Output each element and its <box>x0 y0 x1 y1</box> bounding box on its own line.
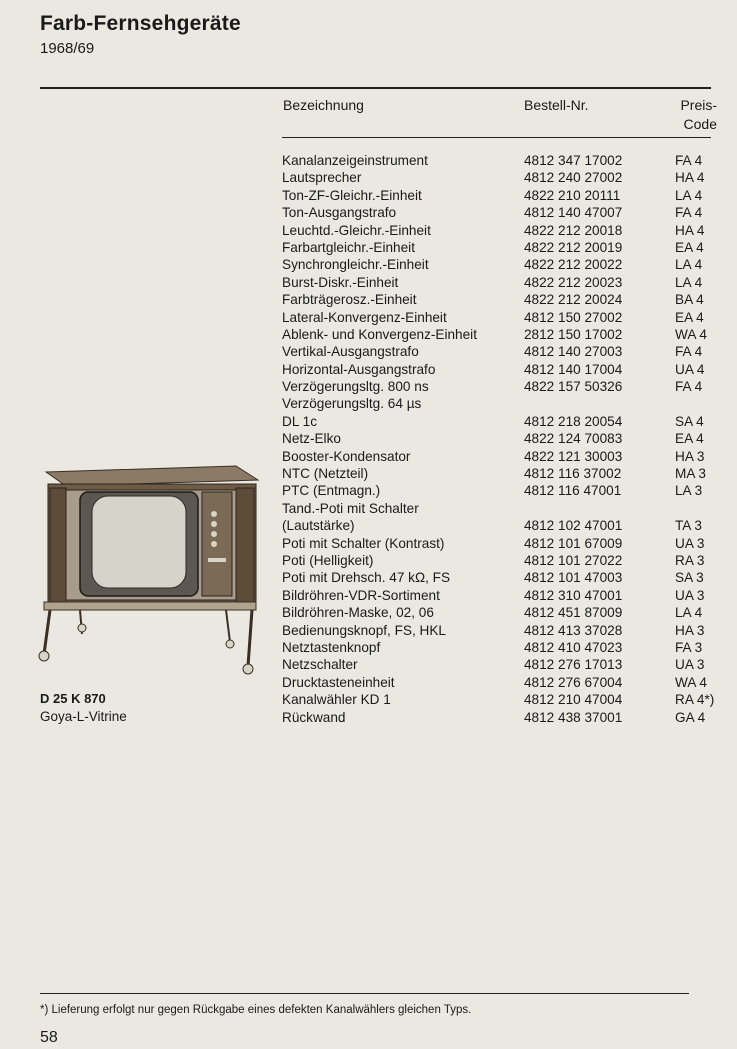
tv-illustration <box>36 462 260 690</box>
price-code: GA 4 <box>675 709 706 725</box>
table-row <box>282 587 722 604</box>
order-number: 4822 212 20022 <box>524 257 623 273</box>
order-number: 2812 150 17002 <box>524 326 623 342</box>
part-description: NTC (Netzteil) <box>282 466 369 482</box>
part-description: Tand.-Poti mit Schalter <box>282 500 419 516</box>
part-description: Burst-Diskr.-Einheit <box>282 274 399 290</box>
price-code: EA 4 <box>675 309 704 325</box>
table-row <box>282 535 722 552</box>
order-number: 4812 140 47007 <box>524 205 623 221</box>
order-number: 4812 438 37001 <box>524 709 623 725</box>
price-code: WA 4 <box>675 674 707 690</box>
part-description: Synchrongleichr.-Einheit <box>282 257 429 273</box>
table-row <box>282 639 722 656</box>
order-number: 4812 347 17002 <box>524 153 623 168</box>
order-number: 4812 101 47003 <box>524 570 623 586</box>
price-code: EA 4 <box>675 239 704 255</box>
order-number: 4812 101 27022 <box>524 552 623 568</box>
order-number: 4812 310 47001 <box>524 587 623 603</box>
price-code: FA 4 <box>675 344 703 360</box>
table-row <box>282 222 722 239</box>
part-description: Farbartgleichr.-Einheit <box>282 239 415 255</box>
part-description: Verzögerungsltg. 64 µs <box>282 396 422 412</box>
table-row <box>282 204 722 221</box>
order-number: 4822 212 20019 <box>524 239 623 255</box>
part-description: Rückwand <box>282 709 346 725</box>
table-row <box>282 413 722 430</box>
part-description: Poti mit Schalter (Kontrast) <box>282 535 445 551</box>
order-number: 4822 121 30003 <box>524 448 623 464</box>
price-code: LA 4 <box>675 187 703 203</box>
part-description: (Lautstärke) <box>282 518 355 534</box>
part-description: Netztastenknopf <box>282 639 381 655</box>
price-code: FA 4 <box>675 153 703 168</box>
page-subtitle-year: 1968/69 <box>40 40 95 57</box>
price-code: RA 4*) <box>675 692 715 708</box>
order-number: 4812 116 47001 <box>524 483 622 499</box>
order-number: 4812 210 47004 <box>524 692 623 708</box>
order-number: 4822 157 50326 <box>524 379 623 395</box>
top-rule <box>40 87 711 89</box>
footnote-rule <box>40 993 689 994</box>
table-row <box>282 395 722 412</box>
table-row <box>282 169 722 186</box>
table-row <box>282 256 722 273</box>
table-row <box>282 604 722 621</box>
part-description: Poti (Helligkeit) <box>282 552 374 568</box>
footnote: *) Lieferung erfolgt nur gegen Rückgabe eines defekten Kanalwählers gleichen Typs. <box>40 1004 472 1016</box>
table-row <box>282 361 722 378</box>
part-description: Netz-Elko <box>282 431 341 447</box>
part-description: Drucktasteneinheit <box>282 674 395 690</box>
parts-table <box>282 152 722 726</box>
table-row <box>282 152 722 169</box>
product-model: D 25 K 870 <box>40 691 106 706</box>
part-description: Vertikal-Ausgangstrafo <box>282 344 419 360</box>
order-number: 4812 140 27003 <box>524 344 623 360</box>
price-code: SA 4 <box>675 413 704 429</box>
price-code: EA 4 <box>675 431 704 447</box>
table-row <box>282 465 722 482</box>
price-code: LA 4 <box>675 257 703 273</box>
order-number: 4812 451 87009 <box>524 605 623 621</box>
part-description: Verzögerungsltg. 800 ns <box>282 379 429 395</box>
part-description: Netzschalter <box>282 657 358 673</box>
table-row <box>282 187 722 204</box>
table-row <box>282 326 722 343</box>
part-description: Ton-ZF-Gleichr.-Einheit <box>282 187 422 203</box>
table-row <box>282 691 722 708</box>
part-description: Lautsprecher <box>282 170 362 186</box>
table-row <box>282 274 722 291</box>
order-number: 4812 218 20054 <box>524 413 623 429</box>
order-number: 4812 276 17013 <box>524 657 623 673</box>
price-code: FA 4 <box>675 205 703 221</box>
price-code: LA 3 <box>675 483 703 499</box>
price-code: HA 4 <box>675 170 705 186</box>
table-row <box>282 448 722 465</box>
order-number: 4812 116 37002 <box>524 466 622 482</box>
order-number: 4822 212 20024 <box>524 292 623 308</box>
price-code: UA 3 <box>675 587 705 603</box>
table-row <box>282 309 722 326</box>
price-code: HA 4 <box>675 222 705 238</box>
part-description: Poti mit Drehsch. 47 kΩ, FS <box>282 570 451 586</box>
price-code: HA 3 <box>675 448 705 464</box>
table-row <box>282 709 722 726</box>
table-row <box>282 674 722 691</box>
order-number: 4822 210 20111 <box>524 187 621 203</box>
preis-code-line2: Code <box>683 116 717 132</box>
price-code: FA 3 <box>675 639 703 655</box>
column-header-preis-code <box>665 96 717 134</box>
table-row <box>282 378 722 395</box>
table-row <box>282 656 722 673</box>
part-description: Lateral-Konvergenz-Einheit <box>282 309 447 325</box>
order-number: 4812 276 67004 <box>524 674 623 690</box>
column-header-bestell-nr: Bestell-Nr. <box>524 97 589 113</box>
order-number: 4822 212 20023 <box>524 274 623 290</box>
part-description: Booster-Kondensator <box>282 448 411 464</box>
table-row <box>282 500 722 517</box>
table-row <box>282 552 722 569</box>
part-description: Horizontal-Ausgangstrafo <box>282 361 436 377</box>
order-number: 4812 413 37028 <box>524 622 623 638</box>
page-title: Farb-Fernsehgeräte <box>40 12 241 35</box>
part-description: Bildröhren-Maske, 02, 06 <box>282 605 434 621</box>
price-code: FA 4 <box>675 379 703 395</box>
price-code: UA 4 <box>675 361 705 377</box>
header-rule <box>282 137 711 138</box>
column-header-bezeichnung: Bezeichnung <box>283 97 364 113</box>
order-number: 4812 102 47001 <box>524 518 623 534</box>
price-code: MA 3 <box>675 466 706 482</box>
order-number: 4812 150 27002 <box>524 309 623 325</box>
part-description: Leuchtd.-Gleichr.-Einheit <box>282 222 431 238</box>
tv-cabinet-icon <box>36 462 260 690</box>
table-row <box>282 622 722 639</box>
table-row <box>282 343 722 360</box>
part-description: Kanalanzeigeinstrument <box>282 153 428 168</box>
part-description: DL 1c <box>282 413 318 429</box>
table-row <box>282 239 722 256</box>
price-code: HA 3 <box>675 622 705 638</box>
price-code: LA 4 <box>675 274 703 290</box>
order-number: 4822 124 70083 <box>524 431 623 447</box>
price-code: RA 3 <box>675 552 705 568</box>
page-number: 58 <box>40 1029 58 1046</box>
order-number: 4812 140 17004 <box>524 361 623 377</box>
order-number: 4822 212 20018 <box>524 222 623 238</box>
table-row <box>282 517 722 534</box>
order-number: 4812 410 47023 <box>524 639 623 655</box>
part-description: Farbträgerosz.-Einheit <box>282 292 417 308</box>
price-code: UA 3 <box>675 535 705 551</box>
part-description: PTC (Entmagn.) <box>282 483 381 499</box>
part-description: Bedienungsknopf, FS, HKL <box>282 622 446 638</box>
part-description: Kanalwähler KD 1 <box>282 692 391 708</box>
price-code: UA 3 <box>675 657 705 673</box>
table-row <box>282 569 722 586</box>
product-name: Goya-L-Vitrine <box>40 709 127 724</box>
preis-code-line1: Preis- <box>680 97 717 113</box>
price-code: LA 4 <box>675 605 703 621</box>
part-description: Ton-Ausgangstrafo <box>282 205 397 221</box>
price-code: BA 4 <box>675 292 704 308</box>
order-number: 4812 240 27002 <box>524 170 623 186</box>
part-description: Ablenk- und Konvergenz-Einheit <box>282 326 477 342</box>
table-row <box>282 482 722 499</box>
table-row <box>282 430 722 447</box>
price-code: WA 4 <box>675 326 707 342</box>
table-row <box>282 291 722 308</box>
price-code: TA 3 <box>675 518 702 534</box>
price-code: SA 3 <box>675 570 704 586</box>
part-description: Bildröhren-VDR-Sortiment <box>282 587 440 603</box>
order-number: 4812 101 67009 <box>524 535 623 551</box>
